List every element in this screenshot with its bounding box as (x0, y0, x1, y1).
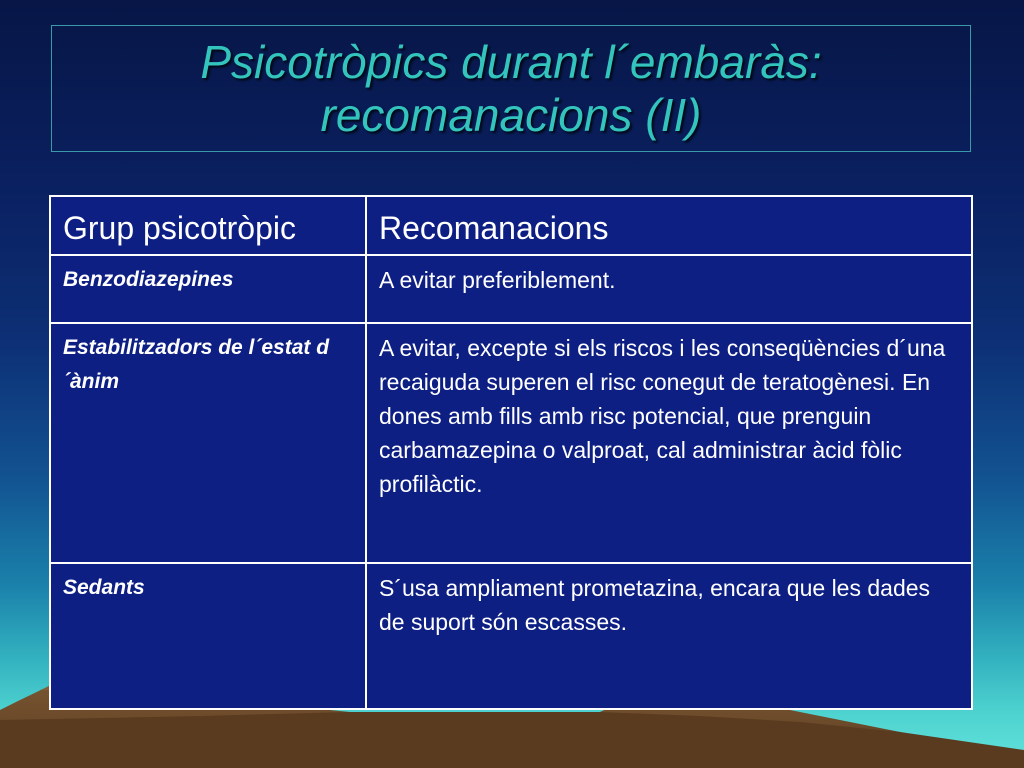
slide-title-line-1: Psicotròpics durant l´embaràs: (200, 35, 822, 88)
mountain-foothills (0, 712, 1024, 768)
row-group-estabilitzadors: Estabilitzadors de l´estat d´ànim (50, 323, 366, 563)
table-row (50, 563, 972, 709)
table-row (50, 255, 972, 323)
row-recommendation-estabilitzadors: A evitar, excepte si els riscos i les conseqüències d´una recaiguda superen el risc conegut de teratogènesi. En dones amb fills amb risc potencial, que prenguin carbamazepina o valproat, cal administrar àcid fòlic profilàctic. (366, 323, 972, 563)
row-recommendation-benzodiazepines: A evitar preferiblement. (366, 255, 972, 323)
recommendations-table (49, 195, 973, 710)
table-row (50, 323, 972, 563)
table-header-row (50, 196, 972, 255)
row-group-sedants: Sedants (50, 563, 366, 709)
header-group: Grup psicotròpic (50, 196, 366, 255)
slide-title (200, 36, 821, 142)
row-group-benzodiazepines: Benzodiazepines (50, 255, 366, 323)
header-recommendations: Recomanacions (366, 196, 972, 255)
slide-title-line-2: recomanacions (II) (320, 88, 702, 141)
row-recommendation-sedants: S´usa ampliament prometazina, encara que les dades de suport són escasses. (366, 563, 972, 709)
title-box (51, 25, 971, 152)
